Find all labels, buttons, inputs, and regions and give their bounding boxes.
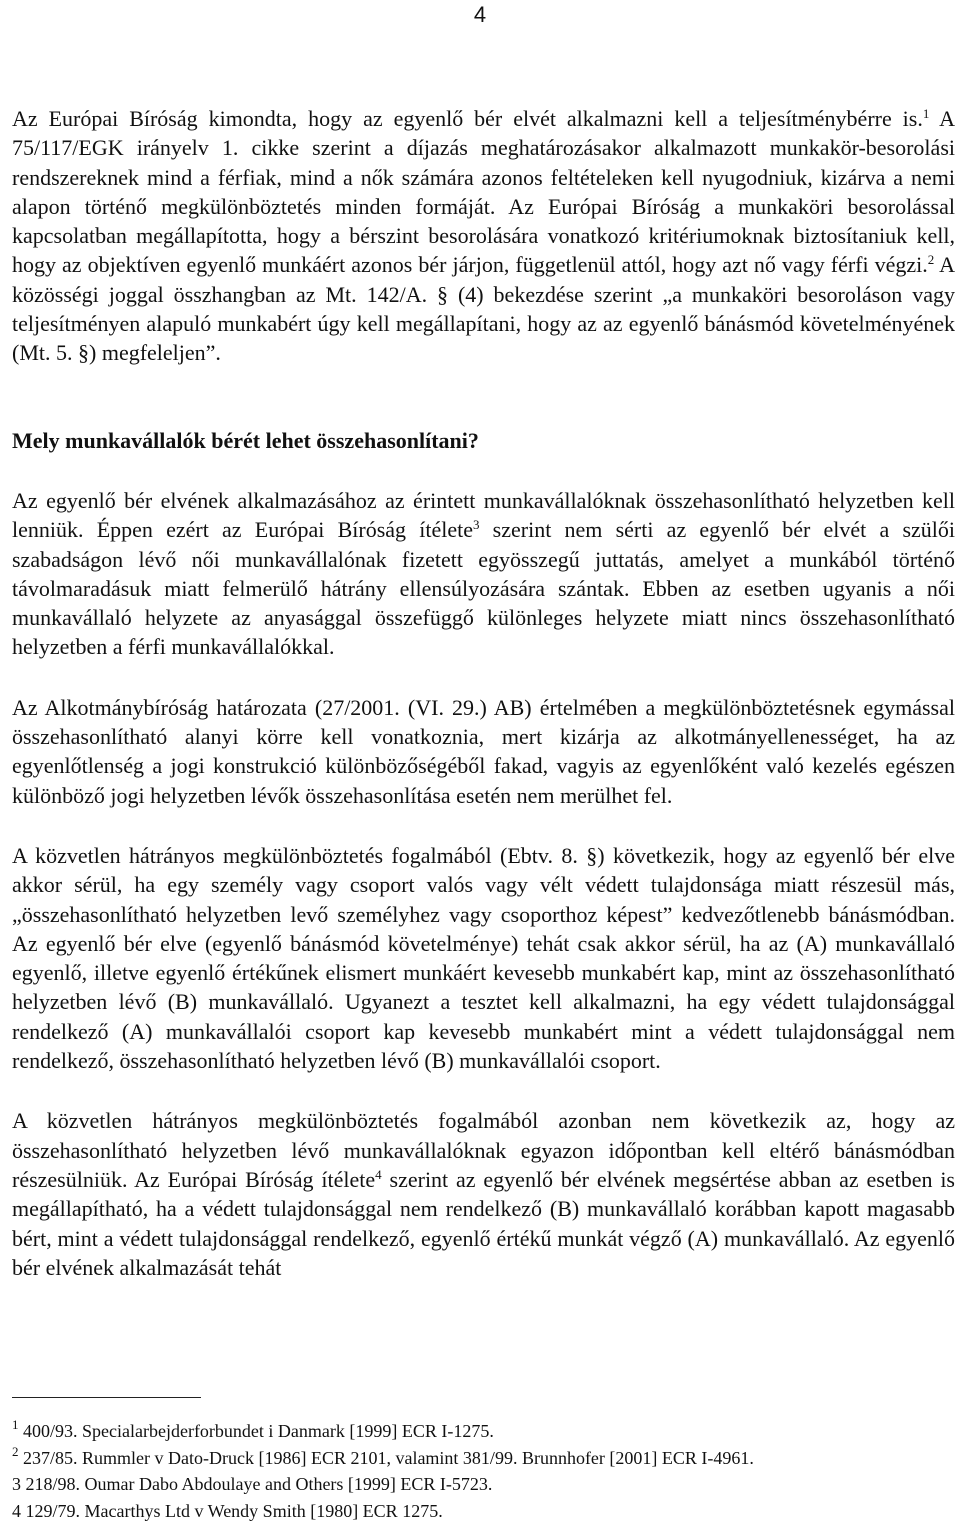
section-heading: Mely munkavállalók bérét lehet összehasonlítani? xyxy=(12,427,479,453)
paragraph-equal-pay-performance: Az Európai Bíróság kimondta, hogy az egyenlő bér elvét alkalmazni kell a teljesítménybérre is.$^1$ A 75/117/EGK irányelv 1. cikke szerint a díjazás meghatározásakor alkalmazott munkakör-besorolási rendszereknek mind a férfiak, mind a nők számára azonos feltételeken kell nyugodniuk, kizárva a nemi alapon történő megkülönböztetés minden formáját. Az Európai Bíróság a munkaköri besorolással kapcsolatban megállapította, hogy a bérszint besorolására vonatkozó kritériumoknak biztosítaniuk kell, hogy az objektíven egyenlő munkáért azonos bér járjon, függetlenül attól, hogy azt nő vagy férfi végzi.$^2$ A közösségi joggal összhangban az Mt. 142/A. § (4) bekezdése szerint „a munkaköri besoroláson vagy teljesítményen alapuló munkabért úgy kell megállapítani, hogy az az egyenlő bánásmód követelményének (Mt. 5. §) megfeleljen”. xyxy=(12,106,955,366)
footnote-3: 3 218/98. Oumar Dabo Abdoulaye and Others [1999] ECR I-5723. xyxy=(12,1474,493,1494)
footnote-ref-4: 4 xyxy=(375,1166,382,1182)
paragraph-direct-discrimination: A közvetlen hátrányos megkülönböztetés fogalmából (Ebtv. 8. §) következik, hogy az egyenlő bér elve akkor sérül, ha egy személy vagy csoport valós vagy vélt védett tulajdonsága miatt részesül más, „összehasonlítható helyzetben levő személyhez vagy csoporthoz képest” kedvezőtlenebb bánásmódban. Az egyenlő bér elve (egyenlő bánásmód követelménye) tehát csak akkor sérül, ha az (A) munkavállaló egyenlő, illetve egyenlő értékűnek elismert munkáért kevesebb munkabért kap, mint az összehasonlítható helyzetben lévő (B) munkavállaló. Ugyanezt a tesztet kell alkalmazni, ha egy védett tulajdonsággal rendelkező (A) munkavállalói csoport kap kevesebb munkabért mint a védett tulajdonsággal nem rendelkező, összehasonlítható helyzetben lévő (B) munkavállalói csoport. xyxy=(12,842,955,1074)
paragraph-different-time: A közvetlen hátrányos megkülönböztetés fogalmából azonban nem következik az, hogy az összehasonlítható helyzetben lévő munkavállalóknak egyazon időpontban kell eltérő bánásmódban részesülniük. Az Európai Bíróság ítélete$^4$ szerint az egyenlő bér elvének megsértése abban az esetben is megállapítható, ha a védett tulajdonsággal nem rendelkező (B) munkavállaló korábban kapott magasabb bért, mint a védett tulajdonsággal rendelkező, egyenlő értékű munkát végző (A) munkavállaló. Az egyenlő bér elvének alkalmazását tehát xyxy=(12,1108,955,1280)
footnote-separator xyxy=(12,1397,201,1398)
footnotes xyxy=(12,1418,955,1524)
document-body xyxy=(12,104,955,1282)
footnote-1: $^1$ 400/93. Specialarbejderforbundet i Danmark [1999] ECR I-1275. xyxy=(12,1417,494,1441)
footnote-4: 4 129/79. Macarthys Ltd v Wendy Smith [1980] ECR 1275. xyxy=(12,1500,443,1521)
paragraph-comparable-situation: Az egyenlő bér elvének alkalmazásához az érintett munkavállalóknak összehasonlítható helyzetben kell lenniük. Éppen ezért az Európai Bíróság ítélete$^3$ szerint nem sérti az egyenlő bér elvét a szülői szabadságon lévő női munkavállalónak fizetett egyösszegű juttatás, amelyet a munkából történő távolmaradásuk miatt felmerülő hátrány ellensúlyozására szántak. Ebben az esetben ugyanis a női munkavállaló helyzete az anyasággal összefüggő különleges helyzete miatt nincs összehasonlítható helyzetben a férfi munkavállalókkal. xyxy=(12,487,956,660)
footnote-ref-2: 2 xyxy=(927,252,935,268)
paragraph-constitutional-court: Az Alkotmánybíróság határozata (27/2001. (VI. 29.) AB) értelmében a megkülönböztetésnek egymással összehasonlítható alanyi körre kell vonatkoznia, mert kizárja az alkotmányellenességet, ha az egyenlőtlenség a jogi konstrukció különbözőségéből fakad, vagyis az egyenlőként való kezelés egészen különböző jogi helyzetben lévők összehasonlítása esetén nem merülhet fel. xyxy=(12,694,955,808)
page-number: 4 xyxy=(473,2,487,27)
footnote-ref-1: 1 xyxy=(922,106,930,121)
footnote-ref-3: 3 xyxy=(472,517,480,533)
footnote-2: $^2$ 237/85. Rummler v Dato-Druck [1986] ECR 2101, valamint 381/99. Brunnhofer [2001] ECR I-4961. xyxy=(12,1443,754,1468)
